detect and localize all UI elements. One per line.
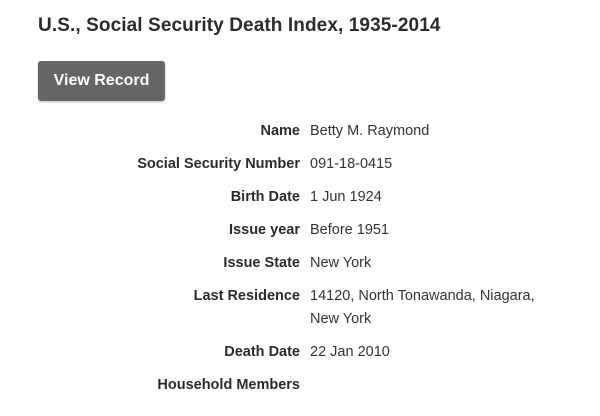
field-value: Before 1951	[310, 222, 390, 238]
field-label: Social Security Number	[137, 156, 300, 172]
field-label: Household Members	[157, 377, 300, 393]
field-value: 1 Jun 1924	[310, 189, 382, 205]
field-value: New York	[310, 255, 372, 271]
field-value: 091-18-0415	[310, 156, 393, 172]
field-label: Birth Date	[230, 189, 300, 205]
field-label: Issue year	[229, 222, 300, 238]
field-value: Betty M. Raymond	[310, 123, 430, 139]
field-label: Last Residence	[193, 288, 300, 304]
field-value: 22 Jan 2010	[310, 344, 390, 360]
field-value: 14120, North Tonawanda, Niagara, New York	[310, 288, 535, 327]
page-title: U.S., Social Security Death Index, 1935-2014	[38, 15, 441, 36]
field-label: Death Date	[224, 344, 300, 360]
field-label: Issue State	[223, 255, 300, 271]
view-record-button[interactable]: View Record	[38, 61, 165, 101]
field-label: Name	[260, 123, 300, 139]
